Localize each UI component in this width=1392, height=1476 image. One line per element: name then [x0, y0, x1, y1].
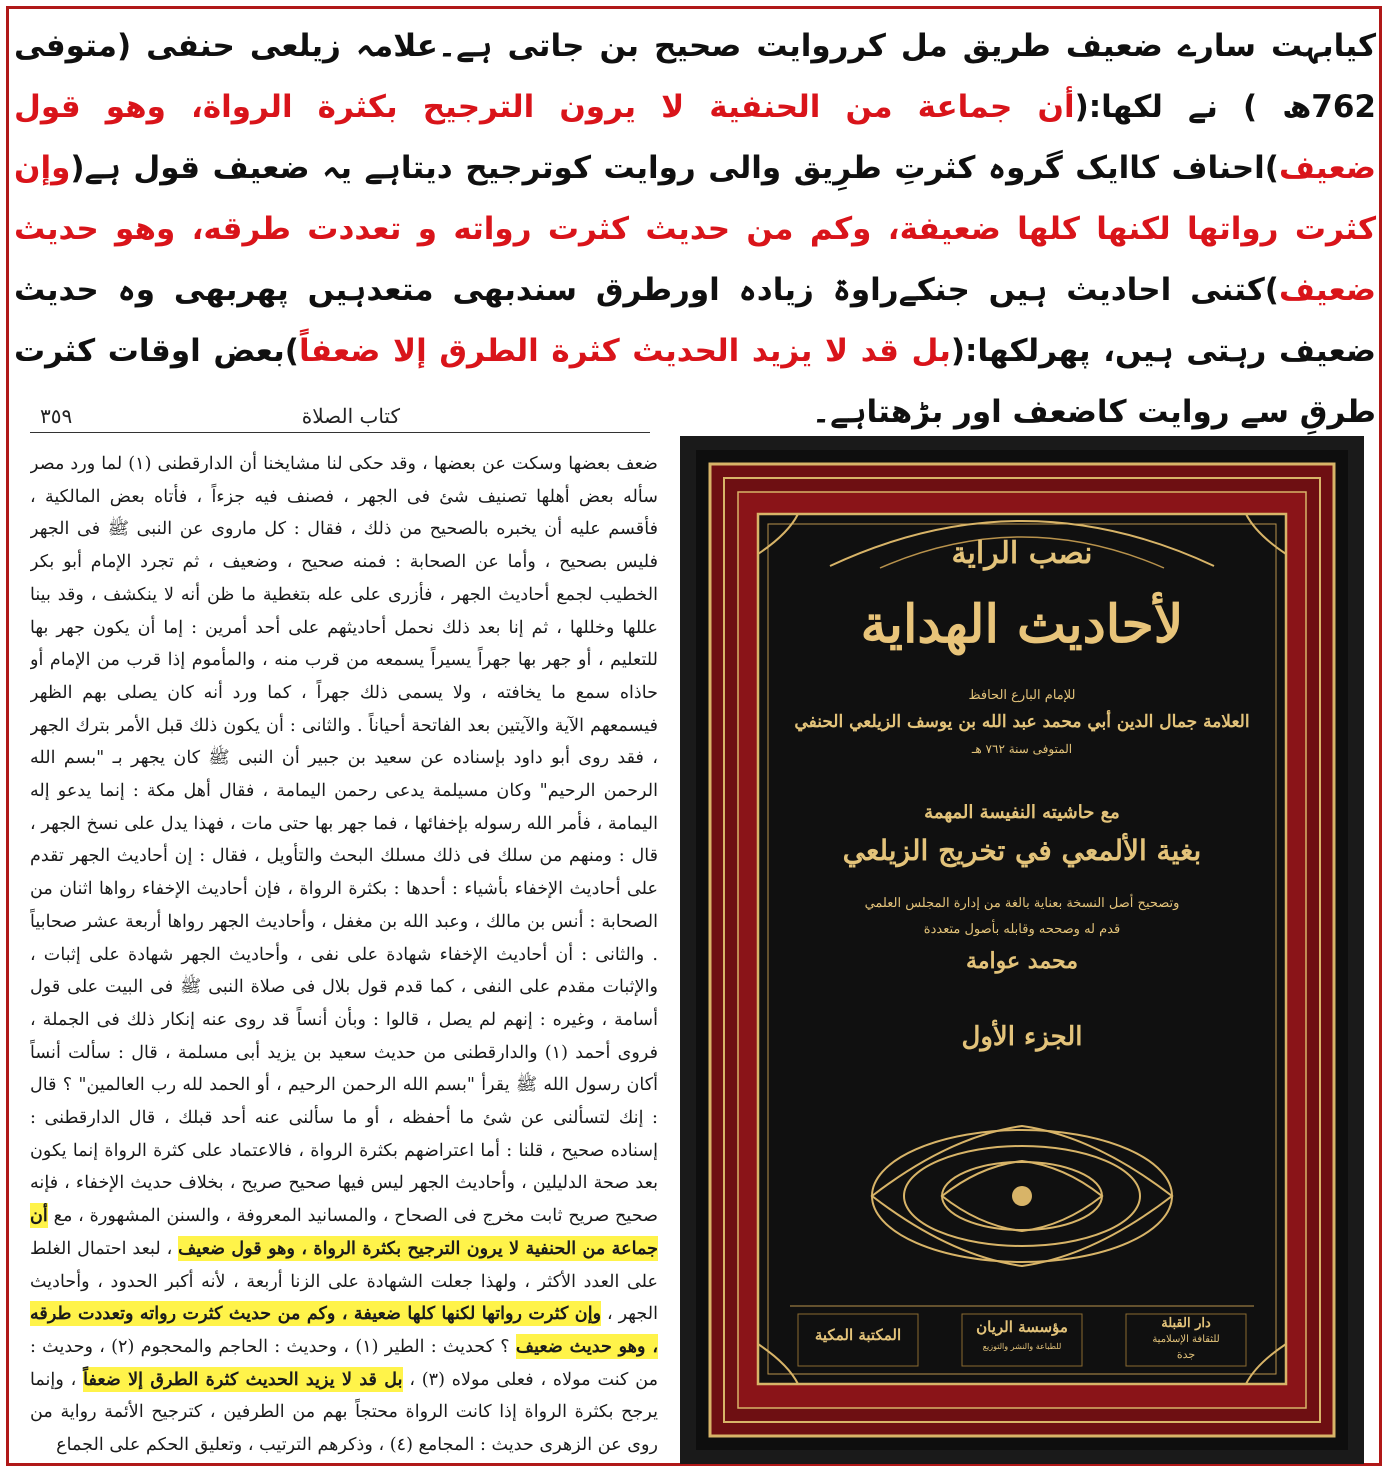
publisher-right-sub: للثقافة الإسلامية — [1152, 1334, 1220, 1345]
cover-commentary-intro: مع حاشيته النفيسة المهمة — [924, 802, 1120, 823]
urdu-sentence-1: کیابہت سارے ضعیف طریق مل کرروایت صحیح بن جاتی ہے۔علامہ زیلعی حنفی (متوفی 762ھ ) نے لکھا:( — [14, 28, 1377, 125]
highlight-2: وإن كثرت رواتها لكنها كلها ضعيفة ، وكم من حديث كثرت رواته وتعددت طرقه ، وهو حديث ضعيف — [30, 1303, 658, 1357]
publisher-right: دار القبلة — [1161, 1316, 1211, 1331]
cover-death-note: المتوفى سنة ٧٦٢ هـ — [971, 742, 1073, 756]
scan-text-d: ، وإنما يرجح بكثرة الرواة إذا كانت الرواة محتجاً بهم من الطرفين ، كترجيح الأئمة رواية من روى عن الزهرى حديث : المجامع (٤) ، وذكرهم الترتيب ، وتعليق الحكم على الجماع — [30, 1369, 658, 1456]
urdu-sentence-3: )کتنی احادیث ہیں جنکےراوۃ زیادہ اورطرق سندبھی متعدہیں پھربھی وہ حدیث ضعیف رہتی ہیں، پھرلکھا:( — [14, 272, 1376, 369]
cover-main-title: لأحاديث الهداية — [860, 594, 1184, 655]
urdu-sentence-2: )احناف کاایک گروہ کثرتِ طرِیق والی روایت کوترجیح دیتاہے یہ ضعیف قول ہے( — [70, 150, 1279, 186]
cover-editor: محمد عوامة — [965, 948, 1079, 974]
highlight-1: أن جماعة من الحنفية لا يرون الترجيح بكثرة الرواة ، وهو قول ضعيف — [30, 1205, 658, 1259]
cover-editor-note: قدم له وصححه وقابله بأصول متعددة — [923, 922, 1121, 937]
cover-volume: الجزء الأول — [961, 1022, 1083, 1052]
scan-text-a: ضعف بعضها وسكت عن بعضها ، وقد حكى لنا مشايخنا أن الدارقطنى (١) لما ورد مصر سأله بعض أهلها تصنيف شئ فى الجهر ، فصنف فيه جزءاً ، فأتاه بعض المالكية ، فأقسم عليه أن يخبره بالصحيح من ذلك ، فقال : كل ماروى عن النبى ﷺ فى الجهر فليس بصحيح ، وأما عن الصحابة : فمنه صحيح ، وضعيف ، ثم تجرد الإمام أبو بكر الخطيب لجمع أحاديث الجهر ، فأزرى على عله بتغطية ما ظن أنه لا ينكشف ، وقد بينا عللها وخللها ، ثم إنا بعد ذلك نحمل أحاديثهم على أحد أمرين : إما أن يكون جهر بها للتعليم ، أو جهر بها جهراً يسيراً يسمعه من قرب منه ، والمأموم إذا قرب من الإمام أو حاذاه سمع ما يخافته ، ولا يسمى ذلك جهراً ، كما ورد أنه كان يصلى بهم الظهر فيسمعهم الآية والآيتين بعد الفاتحة أحياناً . والثانى : أن يكون ذلك قبل الأمر بترك الجهر ، فقد روى أبو داود بإسناده عن سعيد بن جبير أن النبى ﷺ كان يجهر بـ "بسم الله الرحمن الرحيم" وكان مسيلمة يدعى رحمن اليمامة ، فقال أهل مكة : إنما يدعو إله اليمامة ، فأمر الله رسوله بإخفائها ، فما جهر بها حتى مات ، فهذا يدل على نسخ الجهر ، قال : ومنهم من سلك فى ذلك مسلك البحث والتأويل ، فقال : إن أحاديث الجهر تقدم على أحاديث الإخفاء بأشياء : أحدها : بكثرة الرواة ، فإن أحاديث الإخفاء رواها اثنان من الصحابة : أنس بن مالك ، وعبد الله بن مغفل ، وأحاديث الجهر رواها أربعة عشر صحابياً . والثانى : أن أحاديث الإخفاء شهادة على نفى ، وأحاديث الجهر شهادة على إثبات ، والإثبات مقدم على النفى ، كما قدم قول بلال فى صلاة النبى ﷺ فى البيت على قول أسامة ، وغيره : إنهم لم يصل ، قالوا : وبأن أنساً قد روى عنه إنكار ذلك فى الجملة ، فروى أحمد (١) والدارقطنى من حديث سعيد بن يزيد أبى مسلمة ، قال : سألت أنساً أكان رسول الله ﷺ يقرأ "بسم الله الرحمن الرحيم ، أو الحمد لله رب العالمين" ؟ قال : إنك لتسألنى عن شئ ما أحفظه ، أو ما سألنى عنه أحد قبلك ، قال الدارقطنى : إسناده صحيح ، قلنا : أما اعتراضهم بكثرة الرواة ، فالاعتماد على كثرة الرواة إنما يكون بعد صحة الدليلين ، وأحاديث الجهر ليس فيها صحيح صريح ، بخلاف حديث الإخفاء ، فإنه صحيح صريح ثابت مخرج فى الصحاح ، والمسانيد المعروفة ، والسنن المشهورة ، مع — [30, 454, 658, 1227]
scan-text-b: ، لبعد احتمال الغلط على العدد الأكثر ، ولهذا جعلت الشهادة على الزنا أربعة ، لأنه أكبر الحدود ، وأحاديث الجهر ، — [30, 1238, 658, 1325]
publisher-right-city: جدة — [1176, 1348, 1196, 1361]
scan-text-c: ؟ كحديث : الطير (١) ، وحديث : الحاجم والمحجوم (٢) ، وحديث : من كنت مولاه ، فعلى مولاه (٣) ، — [30, 1336, 658, 1390]
arabic-quote-2: وإن كثرت رواتها لكنها كلها ضعيفة، وكم من حديث كثرت رواته و تعددت طرقه، وهو حديث ضعيف — [14, 150, 1376, 308]
cover-author: العلامة جمال الدين أبي محمد عبد الله بن يوسف الزيلعي الحنفي — [794, 712, 1250, 732]
arabic-quote-3: بل قد لا يزيد الحديث كثرة الطرق إلا ضعفاً — [298, 333, 951, 369]
cover-correction-note: وتصحيح أصل النسخة بعناية بالغة من إدارة المجلس العلمي — [864, 896, 1180, 911]
scanned-page-text — [30, 448, 658, 1464]
cover-commentary-title: بغية الألمعي في تخريج الزيلعي — [842, 834, 1202, 867]
publisher-center: مؤسسة الريان — [976, 1318, 1068, 1336]
highlight-3: بل قد لا يزيد الحديث كثرة الطرق إلا ضعفاً — [83, 1368, 403, 1390]
chapter-title: كتاب الصلاة — [301, 404, 400, 428]
cover-author-prefix: للإمام البارع الحافظ — [968, 688, 1076, 703]
arabic-quote-1: أن جماعة من الحنفية لا يرون الترجيح بكثرة الرواة، وهو قول ضعيف — [14, 89, 1376, 186]
page-number: ٣٥٩ — [40, 404, 73, 428]
urdu-sentence-4: )بعض اوقات کثرت طرقِ سے روایت کاضعف اور بڑھتاہے۔ — [14, 333, 1376, 430]
cover-series-title: نصب الراية — [951, 536, 1093, 571]
publisher-center-sub: للطباعة والنشر والتوزيع — [982, 1342, 1062, 1351]
book-cover-photo — [680, 436, 1364, 1464]
publisher-left: المكتبة المكية — [814, 1326, 902, 1344]
scan-page-header — [30, 402, 650, 433]
